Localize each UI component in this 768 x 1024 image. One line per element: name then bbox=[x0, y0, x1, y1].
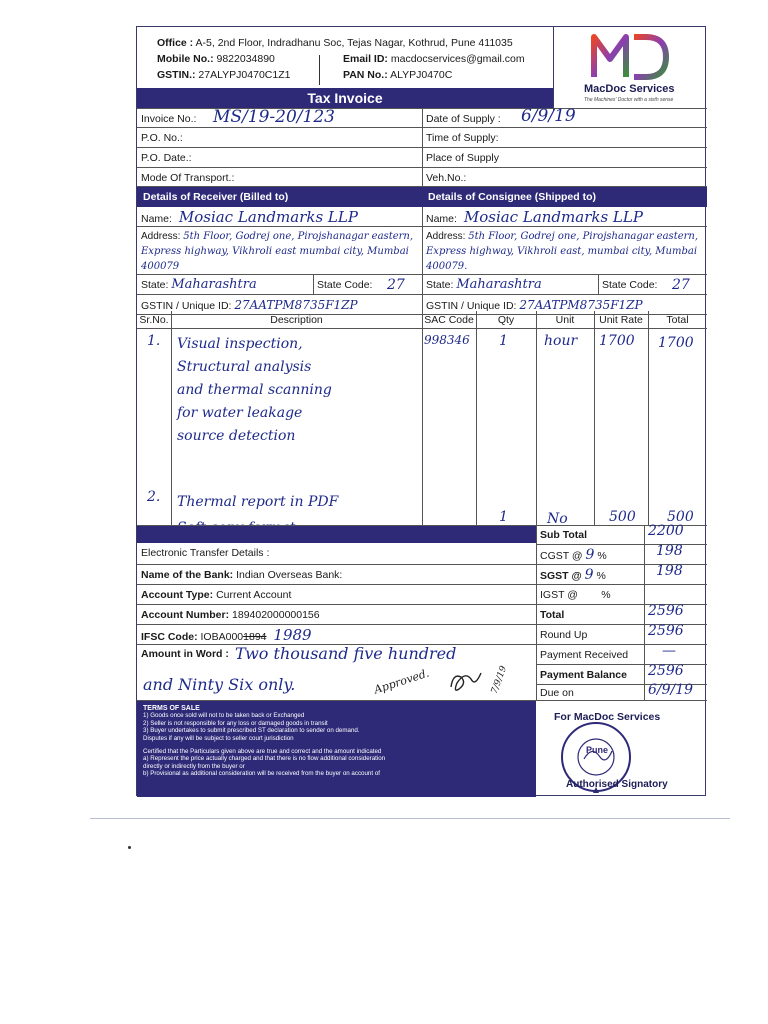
company-email: macdocservices@gmail.com bbox=[390, 53, 525, 65]
payment-received-row bbox=[536, 645, 707, 665]
pan-label: PAN No.: bbox=[343, 69, 388, 81]
col-total: Total bbox=[666, 314, 689, 326]
bank-label: Name of the Bank: bbox=[141, 569, 234, 581]
total-label: Total bbox=[540, 609, 565, 621]
terms-line: 1) Goods once sold will not to be taken back or Exchanged bbox=[143, 712, 305, 720]
item-1-total: 1700 bbox=[658, 335, 694, 351]
item-1-desc-line: Visual inspection, bbox=[177, 336, 303, 352]
consignee-address-label: Address: bbox=[426, 231, 466, 242]
consignee-gstin: 27AATPM8735F1ZP bbox=[519, 298, 643, 312]
igst-label: IGST @ bbox=[540, 589, 578, 601]
igst-row bbox=[536, 585, 707, 605]
place-of-supply-label: Place of Supply bbox=[426, 152, 499, 164]
consignee-state-row bbox=[422, 275, 707, 295]
receiver-gstin-label: GSTIN / Unique ID: bbox=[141, 300, 232, 312]
item-2-qty: 1 bbox=[499, 509, 508, 525]
receiver-name-row bbox=[137, 207, 422, 227]
due-on-label: Due on bbox=[540, 687, 574, 699]
state-divider bbox=[598, 275, 599, 295]
amount-in-words bbox=[137, 645, 536, 701]
sum-divider bbox=[644, 645, 645, 664]
account-number-label: Account Number: bbox=[141, 609, 230, 621]
amount-words-line-2: and Ninty Six only. bbox=[143, 675, 296, 694]
company-gstin: 27ALYPJ0470C1Z1 bbox=[198, 69, 291, 81]
receiver-gstin: 27AATPM8735F1ZP bbox=[234, 298, 358, 312]
ifsc-struck: 1894 bbox=[243, 631, 267, 643]
item-1-sr: 1. bbox=[147, 333, 161, 349]
company-contact bbox=[343, 51, 525, 83]
gstin-label: GSTIN.: bbox=[157, 69, 196, 81]
sgst-percent: % bbox=[596, 570, 606, 582]
cgst-percent: % bbox=[597, 550, 607, 562]
invoice-row-1 bbox=[137, 108, 707, 128]
col-qty: Qty bbox=[497, 314, 515, 326]
consignee-name-row bbox=[422, 207, 707, 227]
stamp-city: Pune bbox=[586, 745, 609, 755]
ifsc-label: IFSC Code: bbox=[141, 631, 198, 643]
col-srno: Sr.No. bbox=[139, 314, 169, 326]
scan-speck bbox=[128, 846, 131, 849]
sum-divider bbox=[644, 545, 645, 564]
item-1-qty: 1 bbox=[499, 333, 508, 349]
consignee-state-label: State: bbox=[426, 279, 454, 291]
approval-signature bbox=[447, 669, 487, 697]
company-pan: ALYPJ0470C bbox=[390, 69, 453, 81]
col-description: Description bbox=[270, 314, 323, 326]
igst-percent: % bbox=[601, 589, 611, 601]
consignee-name-label: Name: bbox=[426, 213, 457, 225]
office-label: Office : bbox=[157, 37, 194, 49]
invoice-row-3 bbox=[137, 148, 707, 168]
cgst-rate: 9 bbox=[585, 547, 595, 563]
brand-tagline: The Machines' Doctor with a sixth sense bbox=[584, 97, 674, 103]
receiver-address: 5th Floor, Godrej one, Pirojshanagar eastern, Express highway, Vikhroli east mumbai city, Mumbai 400079 bbox=[141, 231, 414, 272]
item-1-sac: 998346 bbox=[424, 333, 470, 347]
header-divider bbox=[319, 55, 320, 85]
consignee-gstin-label: GSTIN / Unique ID: bbox=[426, 300, 517, 312]
item-1-desc-line: Structural analysis bbox=[177, 359, 312, 375]
terms-line: 2) Seller is not responsible for any loss or damaged goods in transit bbox=[143, 719, 328, 727]
col-rate: Unit Rate bbox=[599, 314, 643, 326]
party-headings bbox=[137, 187, 707, 207]
invoice-no-label: Invoice No.: bbox=[141, 113, 197, 125]
item-1-desc-line: source detection bbox=[177, 428, 296, 444]
item-2-sr: 2. bbox=[147, 489, 161, 505]
receiver-address-row bbox=[137, 227, 422, 275]
item-1-desc-line: for water leakage bbox=[177, 405, 303, 421]
consignee-address: 5th Floor, Godrej one, Pirojshanagar eastern, Express highway, Vikhroli east, mumbai city, Mumbai 400079. bbox=[426, 231, 699, 272]
sum-divider bbox=[644, 685, 645, 700]
time-of-supply-label: Time of Supply: bbox=[426, 132, 499, 144]
item-1-description bbox=[177, 333, 332, 448]
receiver-heading: Details of Receiver (Billed to) bbox=[143, 191, 289, 203]
item-2-desc-line: Thermal report in PDF bbox=[177, 494, 339, 510]
receiver-state-label: State: bbox=[141, 279, 169, 291]
payment-received-label: Payment Received bbox=[540, 649, 629, 661]
consignee-address-row bbox=[422, 227, 707, 275]
payment-received-value: — bbox=[662, 643, 676, 659]
terms-line: a) Represent the price actually charged and that there is no flow additional consideration bbox=[143, 755, 386, 763]
sgst-value: 198 bbox=[656, 563, 683, 579]
subtotal-value: 2200 bbox=[648, 523, 684, 539]
sum-divider bbox=[644, 665, 645, 684]
terms-line: b) Provisional as additional consideration will be received from the buyer on account of bbox=[143, 770, 380, 778]
col-sac: SAC Code bbox=[424, 314, 474, 326]
macdoc-logo bbox=[590, 31, 670, 83]
transport-label: Mode Of Transport.: bbox=[141, 172, 235, 184]
cgst-value: 198 bbox=[656, 543, 683, 559]
invoice-no-value: MS/19-20/123 bbox=[213, 107, 335, 127]
due-on-value: 6/9/19 bbox=[648, 682, 694, 698]
mobile-number: 9822034890 bbox=[216, 53, 275, 65]
date-of-supply-label: Date of Supply : bbox=[426, 113, 501, 125]
item-1-rate: 1700 bbox=[599, 333, 635, 349]
summary-divider bbox=[536, 525, 537, 701]
cgst-label: CGST @ bbox=[540, 550, 583, 562]
col-unit: Unit bbox=[555, 314, 575, 326]
receiver-name: Mosiac Landmarks LLP bbox=[178, 208, 358, 226]
sum-divider bbox=[644, 565, 645, 584]
terms-line: Disputes if any will be subject to seller court jurisdiction bbox=[143, 734, 294, 742]
consignee-state-code-label: State Code: bbox=[602, 279, 658, 291]
receiver-address-label: Address: bbox=[141, 231, 181, 242]
po-date-label: P.O. Date.: bbox=[141, 152, 192, 164]
consignee-block bbox=[422, 207, 707, 315]
page-edge-line bbox=[90, 818, 730, 819]
date-of-supply-value: 6/9/19 bbox=[521, 106, 576, 126]
receiver-name-label: Name: bbox=[141, 213, 172, 225]
roundup-row bbox=[536, 625, 707, 645]
item-2-unit: No bbox=[547, 511, 568, 527]
transfer-label: Electronic Transfer Details : bbox=[141, 547, 270, 559]
subtotal-row bbox=[536, 525, 707, 545]
invoice-row-2 bbox=[137, 128, 707, 148]
approved-note: Approved. bbox=[372, 666, 431, 697]
bank-name-row bbox=[137, 565, 536, 585]
document-title: Tax Invoice bbox=[137, 88, 553, 108]
invoice-sheet bbox=[136, 26, 706, 796]
sum-divider bbox=[644, 585, 645, 604]
item-1-desc-line: and thermal scanning bbox=[177, 382, 332, 398]
mobile-label: Mobile No.: bbox=[157, 53, 214, 65]
payment-balance-label: Payment Balance bbox=[540, 669, 627, 681]
sgst-row bbox=[536, 565, 707, 585]
receiver-state-code-label: State Code: bbox=[317, 279, 373, 291]
office-address: A-5, 2nd Floor, Indradhanu Soc, Tejas Nagar, Kothrud, Pune 411035 bbox=[195, 37, 513, 49]
authorised-signatory-label: Authorised Signatory bbox=[566, 779, 668, 790]
terms-heading: TERMS OF SALE bbox=[143, 705, 200, 712]
amount-words-label: Amount in Word : bbox=[141, 648, 229, 660]
brand-name: MacDoc Services bbox=[584, 83, 675, 95]
veh-no-label: Veh.No.: bbox=[426, 172, 467, 184]
consignee-state: Maharashtra bbox=[456, 277, 542, 292]
receiver-block bbox=[137, 207, 422, 315]
due-on-row bbox=[536, 682, 707, 701]
sum-divider bbox=[644, 605, 645, 624]
email-label: Email ID: bbox=[343, 53, 388, 65]
account-type: Current Account bbox=[216, 589, 292, 601]
account-number-row bbox=[137, 605, 536, 625]
amount-words-line-1: Two thousand five hundred bbox=[235, 644, 457, 663]
invoice-row-4 bbox=[137, 168, 707, 187]
logo-area bbox=[553, 27, 707, 111]
receiver-state-code: 27 bbox=[387, 277, 405, 293]
sum-divider bbox=[644, 625, 645, 644]
signature-area bbox=[536, 701, 707, 797]
consignee-heading: Details of Consignee (Shipped to) bbox=[428, 191, 597, 203]
total-row bbox=[536, 605, 707, 625]
bank-name: Indian Overseas Bank: bbox=[236, 569, 343, 581]
ifsc-handwritten: 1989 bbox=[273, 626, 312, 644]
items-footer-band bbox=[137, 525, 536, 543]
item-1-unit: hour bbox=[544, 333, 578, 349]
sgst-rate: 9 bbox=[584, 567, 594, 583]
ifsc-prefix: IOBA000 bbox=[200, 631, 244, 643]
state-divider bbox=[313, 275, 314, 295]
cgst-row bbox=[536, 545, 707, 565]
sgst-label: SGST @ bbox=[540, 570, 582, 582]
for-company-label: For MacDoc Services bbox=[554, 711, 661, 723]
roundup-label: Round Up bbox=[540, 629, 588, 641]
terms-of-sale bbox=[137, 701, 536, 797]
payment-balance-value: 2596 bbox=[648, 663, 684, 679]
account-type-label: Account Type: bbox=[141, 589, 214, 601]
receiver-state: Maharashtra bbox=[171, 277, 257, 292]
account-type-row bbox=[137, 585, 536, 605]
consignee-state-code: 27 bbox=[672, 277, 690, 293]
item-2-rate: 500 bbox=[609, 509, 636, 525]
terms-line: directly or indirectly from the buyer or bbox=[143, 762, 245, 770]
po-no-label: P.O. No.: bbox=[141, 132, 183, 144]
sum-divider bbox=[644, 525, 645, 544]
subtotal-label: Sub Total bbox=[540, 529, 588, 541]
terms-line: 3) Buyer undertakes to submit prescribed ST declaration to sender on demand. bbox=[143, 727, 360, 735]
consignee-name: Mosiac Landmarks LLP bbox=[463, 208, 643, 226]
terms-line: Certified that the Particulars given above are true and correct and the amount indicated bbox=[143, 748, 382, 756]
receiver-state-row bbox=[137, 275, 422, 295]
account-number: 189402000000156 bbox=[232, 609, 320, 621]
transfer-row bbox=[137, 543, 536, 565]
items-body bbox=[137, 329, 707, 525]
total-value: 2596 bbox=[648, 603, 684, 619]
item-2-total: 500 bbox=[667, 509, 694, 525]
ifsc-row bbox=[137, 625, 536, 645]
approved-date: 7/9/19 bbox=[489, 664, 510, 696]
roundup-value: 2596 bbox=[648, 623, 684, 639]
